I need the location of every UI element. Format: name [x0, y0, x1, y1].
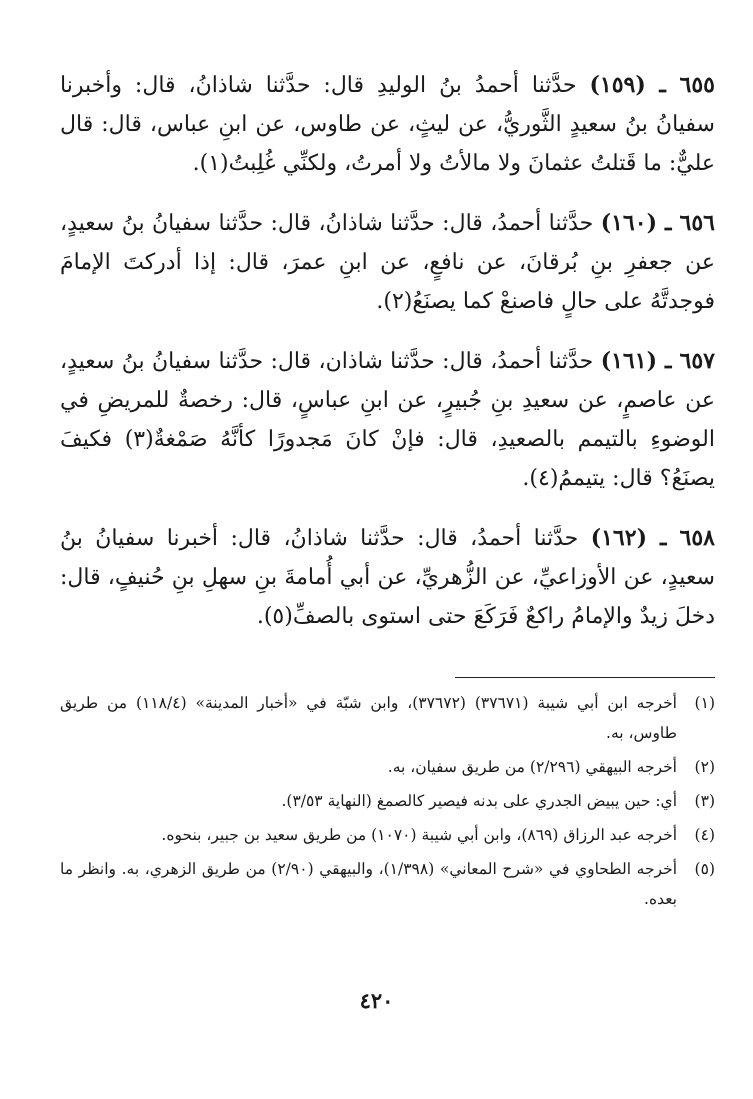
footnote-mark: (٥) [694, 860, 715, 878]
footnote-text: أخرجه الطحاوي في «شرح المعاني» (١/٣٩٨)، والبيهقي (٢/٩٠) من طريق الزهري، به. وانظر ما بعده. [60, 860, 678, 908]
hadith-657 [60, 342, 715, 498]
hadith-number: ٦٥٦ ـ (١٦٠) [600, 210, 715, 236]
hadith-text: حدَّثنا أحمدُ، قال: حدَّثنا شاذانُ، قال: أخبرنا سفيانُ بنُ سعيدٍ، عن الأوزاعيِّ، عن الزُّهريِّ، عن أبي أُمامةَ بنِ سهلِ بنِ حُنيفٍ، قال: دخلَ زيدٌ والإمامُ راكعٌ فَرَكَعَ حتى استوى بالصفِّ(٥). [60, 526, 715, 629]
footnote-4 [60, 820, 715, 850]
page-number: ٤٢٠ [359, 988, 394, 1013]
hadith-number: ٦٥٥ ـ (١٥٩) [589, 72, 715, 98]
footnote-text: أخرجه عبد الرزاق (٨٦٩)، وابن أبي شيبة (١٠٧٠) من طريق سعيد بن جبير، بنحوه. [161, 826, 677, 844]
hadith-number: ٦٥٨ ـ (١٦٢) [590, 525, 715, 551]
main-text [60, 66, 715, 657]
footnotes [60, 688, 715, 918]
footnote-text: أخرجه البيهقي (٢/٢٩٦) من طريق سفيان، به. [387, 758, 677, 776]
footnote-5 [60, 854, 715, 914]
footnote-2 [60, 752, 715, 782]
footnote-mark: (٤) [694, 826, 715, 844]
hadith-number: ٦٥٧ ـ (١٦١) [600, 348, 715, 374]
hadith-656 [60, 204, 715, 321]
footnote-text: أخرجه ابن أبي شيبة (٣٧٦٧١) (٣٧٦٧٢)، وابن شبّة في «أخبار المدينة» (١١٨/٤) من طريق طاوس، به. [60, 694, 677, 742]
hadith-658 [60, 519, 715, 636]
hadith-text: حدَّثنا أحمدُ، قال: حدَّثنا شاذانُ، قال: حدَّثنا سفيانُ بنُ سعيدٍ، عن جعفرِ بنِ بُرقانَ، عن نافعٍ، عن ابنِ عمرَ، قال: إذا أدركتَ الإمامَ فوجدتَّهُ على حالٍ فاصنعْ كما يصنَعُ(٢). [60, 211, 715, 314]
footnote-3 [60, 786, 715, 816]
footnote-1 [60, 688, 715, 748]
footnote-mark: (١) [694, 694, 715, 712]
footnote-divider [455, 677, 715, 678]
hadith-text: حدَّثنا أحمدُ بنُ الوليدِ قال: حدَّثنا شاذانُ، قال: وأخبرنا سفيانُ بنُ سعيدٍ الثَّوريُّ، عن ليثٍ، عن طاوس، عن ابنِ عباس، قال: قال عليٌّ: ما قَتلتُ عثمانَ ولا مالأتُ ولا أمرتُ، ولكنِّي غُلِبتُ(١). [60, 73, 715, 176]
hadith-text: حدَّثنا أحمدُ، قال: حدَّثنا شاذان، قال: حدَّثنا سفيانُ بنُ سعيدٍ، عن عاصمٍ، عن سعيدِ بنِ جُبيرٍ، عن ابنِ عباسٍ، قال: رخصةٌ للمريضِ في الوضوءِ بالتيمم بالصعيدِ، قال: فإنْ كانَ مَجدورًا كأنَّهُ صَمْغةٌ(٣) فكيفَ يصنَعُ؟ قال: يتيممُ(٤). [60, 349, 715, 491]
footnote-mark: (٣) [694, 792, 715, 810]
footnote-text: أي: حين يبيض الجدري على بدنه فيصير كالصمغ (النهاية ٣/٥٣). [281, 792, 677, 810]
hadith-655 [60, 66, 715, 183]
footnote-mark: (٢) [694, 758, 715, 776]
